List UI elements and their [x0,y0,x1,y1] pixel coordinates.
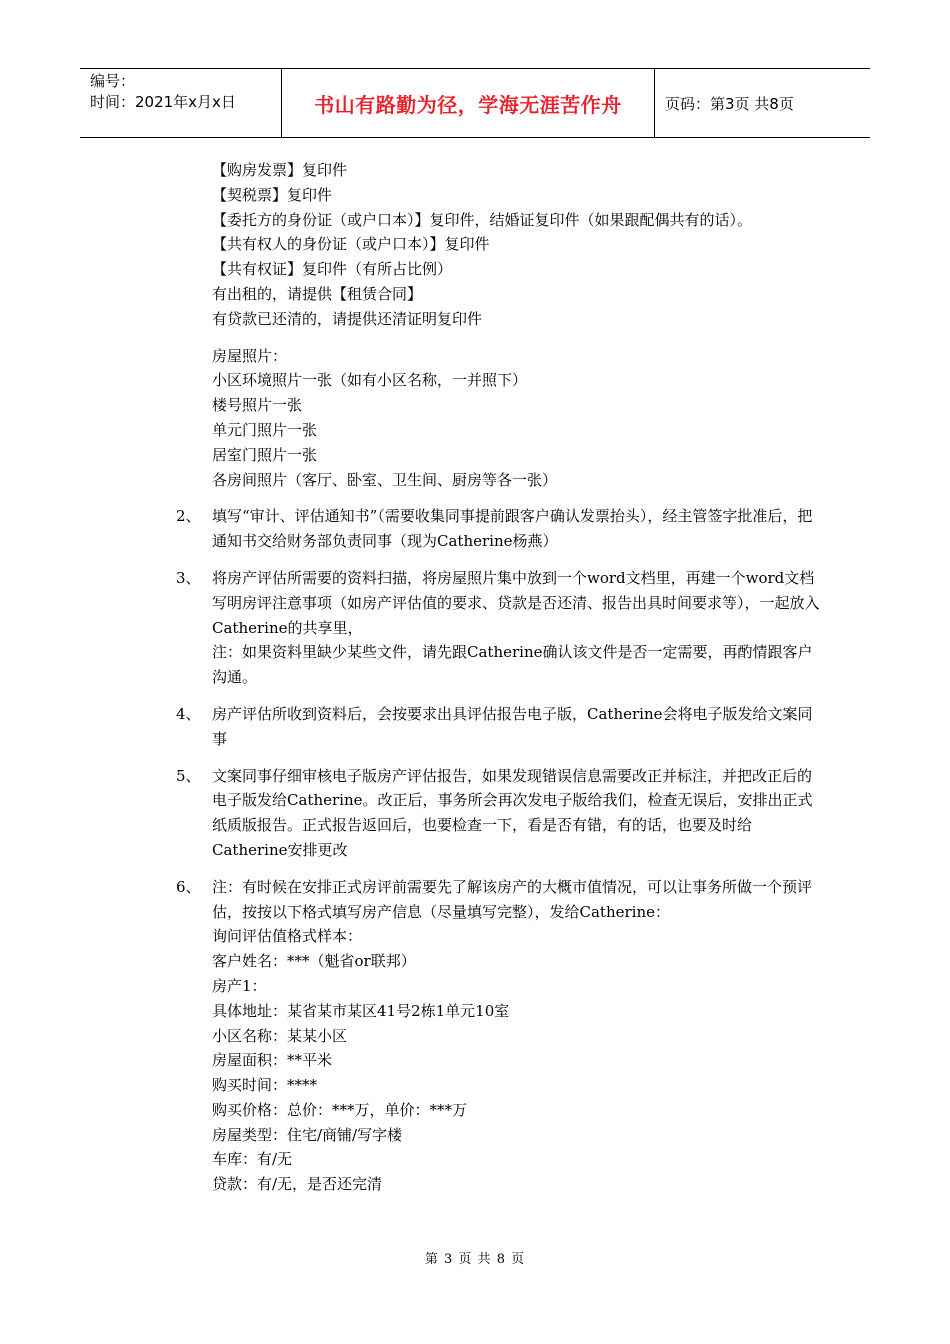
sample-line: 购买时间：**** [212,1076,318,1095]
step-text: 填写“审计、评估通知书”（需要收集同事提前跟客户确认发票抬头），经主管签字批准后，把通知书交给财务部负责同事（现为Catherine杨燕） [212,507,813,551]
sample-line: 具体地址：某省某市某区41号2栋1单元10室 [212,1001,510,1020]
step-item-3 [176,566,824,690]
house-photos-list [176,344,824,493]
header-page-cell [655,69,870,137]
photo-line: 各房间照片（客厅、卧室、卫生间、厨房等各一张） [212,470,558,489]
doc-line: 有出租的，请提供【租赁合同】 [212,284,423,303]
step-item-5 [176,764,824,863]
step-text: 将房产评估所需要的资料扫描，将房屋照片集中放到一个word文档里，再建一个word文档写明房评注意事项（如房产评估值的要求、贷款是否还清、报告出具时间要求等），一起放入Catherine的共享里， [212,568,820,637]
sample-line: 贷款：有/无，是否还完清 [212,1175,383,1194]
photo-line: 房屋照片： [212,346,288,365]
required-documents-list [176,158,824,332]
step-item-6 [176,875,824,1197]
step-number: 2、 [176,507,201,526]
step-number: 5、 [176,766,201,785]
step-text: 文案同事仔细审核电子版房产评估报告，如果发现错误信息需要改正并标注，并把改正后的电子版发给Catherine。改正后，事务所会再次发电子版给我们，检查无误后，安排出正式纸质版报告。正式报告返回后，也要检查一下，看是否有错，有的话，也要及时给Catherine安排更改 [212,766,813,859]
step-note: 注：如果资料里缺少某些文件，请先跟Catherine确认该文件是否一定需要，再酌情跟客户沟通。 [212,643,813,687]
doc-line: 【共有权证】复印件（有所占比例） [212,260,453,279]
photo-line: 居室门照片一张 [212,445,318,464]
sample-line: 购买价格：总价：***万，单价：***万 [212,1100,468,1119]
sample-line: 车库：有/无 [212,1150,293,1169]
page-header [80,68,870,138]
step-number: 4、 [176,704,201,723]
sample-line: 小区名称：某某小区 [212,1026,348,1045]
step-text: 注：有时候在安排正式房评前需要先了解该房产的大概市值情况，可以让事务所做一个预评估，按按以下格式填写房产信息（尽量填写完整），发给Catherine： [212,877,813,921]
doc-line: 有贷款已还清的，请提供还清证明复印件 [212,309,483,328]
sample-line: 房屋类型：住宅/商铺/写字楼 [212,1125,403,1144]
page-footer: 第 3 页 共 8 页 [424,1252,526,1267]
sample-line: 询问评估值格式样本： [212,927,363,946]
sample-line: 房产1： [212,976,267,995]
photo-line: 楼号照片一张 [212,396,303,415]
code-label: 编号： [90,72,136,90]
sample-line: 客户姓名：***（魁省or联邦） [212,952,416,971]
step-item-2 [176,504,824,554]
photo-line: 小区环境照片一张（如有小区名称，一并照下） [212,371,528,390]
doc-line: 【委托方的身份证（或户口本）】复印件，结婚证复印件（如果跟配偶共有的话）。 [212,210,753,229]
header-motto-cell [282,69,655,137]
step-number: 3、 [176,568,201,587]
date-label: 时间：2021年x月x日 [90,93,236,111]
doc-line: 【契税票】复印件 [212,185,333,204]
photo-line: 单元门照片一张 [212,420,318,439]
step-number: 6、 [176,877,201,896]
step-text: 房产评估所收到资料后，会按要求出具评估报告电子版，Catherine会将电子版发给文案同事 [212,704,813,748]
step-item-4 [176,702,824,752]
doc-line: 【购房发票】复印件 [212,161,348,179]
sample-line: 房屋面积：**平米 [212,1051,333,1070]
header-meta-cell [80,69,282,137]
document-body [176,158,824,1197]
doc-line: 【共有权人的身份证（或户口本）】复印件 [212,235,490,254]
page-number-label: 页码：第3页 共8页 [665,94,794,113]
motto: 书山有路勤为径，学海无涯苦作舟 [314,92,622,117]
